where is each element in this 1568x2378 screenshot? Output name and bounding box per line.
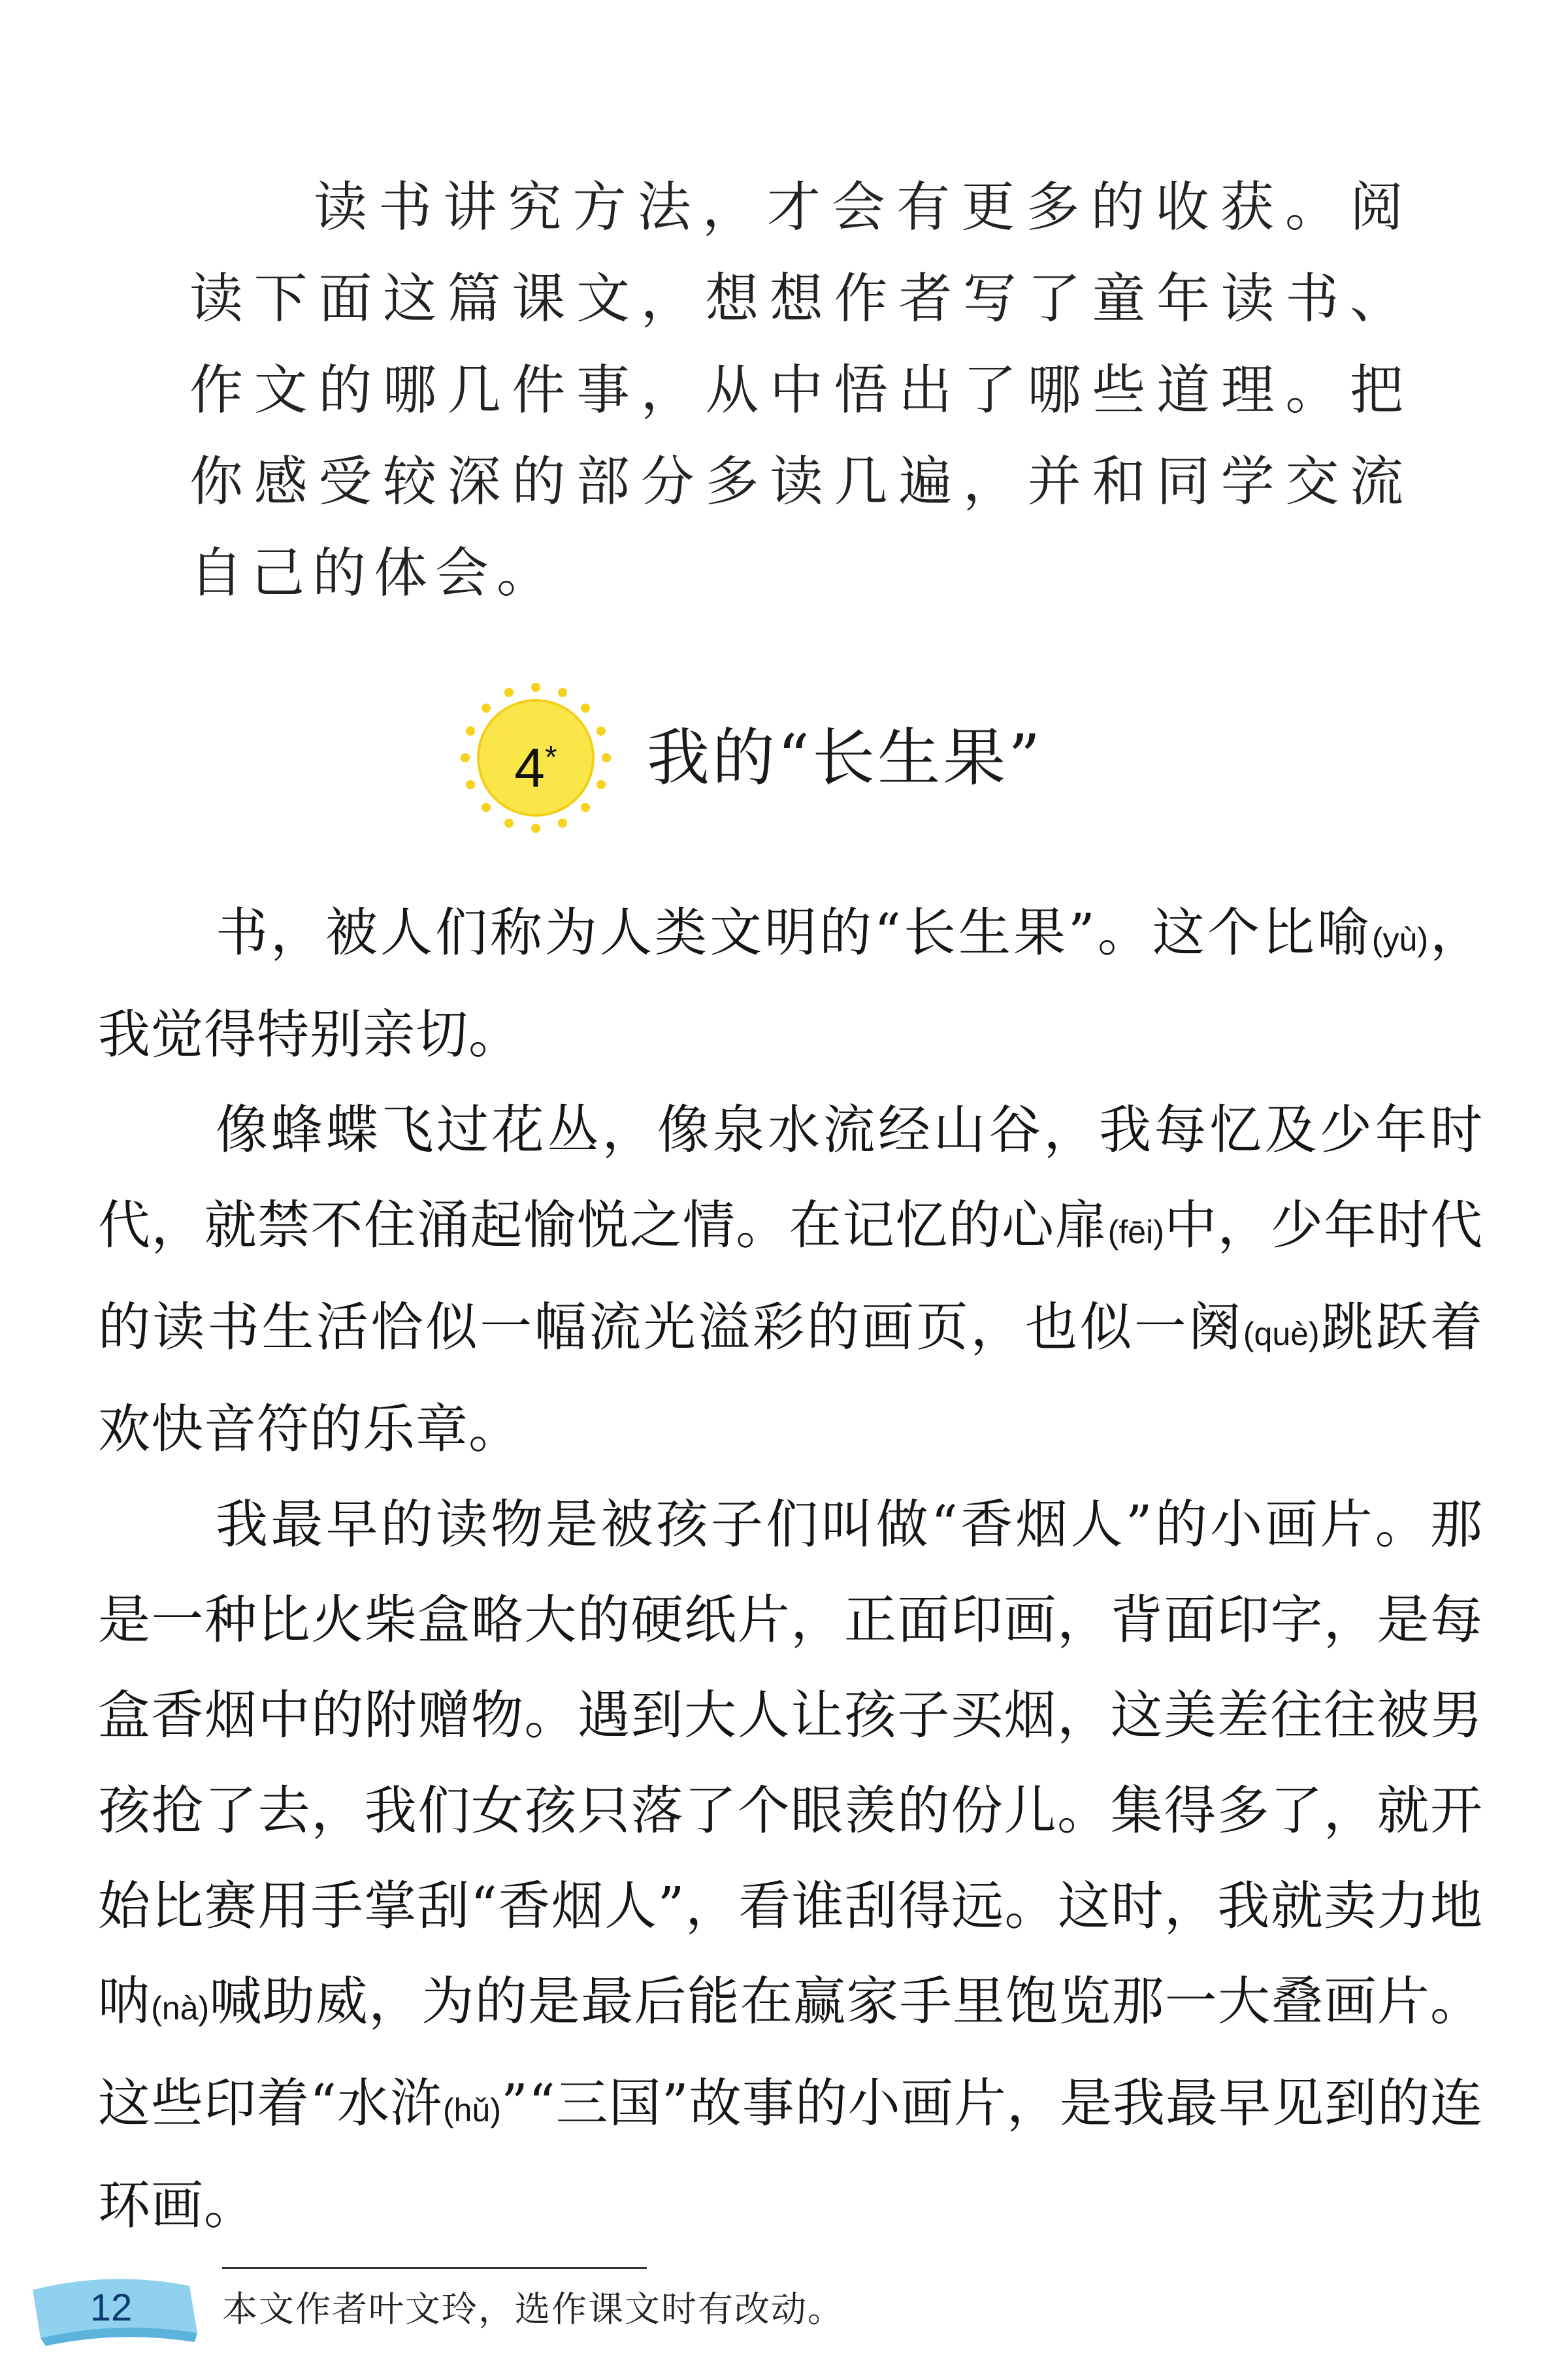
optional-lesson-marker: * (545, 740, 557, 775)
guide-paragraph: 读书讲究方法，才会有更多的收获。阅读下面这篇课文，想想作者写了童年读书、作文的哪几件事，从中悟出了哪些道理。把你感受较深的部分多读几遍，并和同学交流自己的体会。 (189, 176, 1411, 604)
lesson-heading (457, 673, 1307, 843)
lesson-body (98, 885, 1483, 2253)
pinyin-annotation: (què) (1243, 1316, 1320, 1352)
footnote: 本文作者叶文玲，选作课文时有改动。 (222, 2288, 844, 2330)
page-number: 12 (90, 2287, 133, 2329)
body-paragraph-1: 书，被人们称为人类文明的“长生果”。这个比喻(yù)，我觉得特别亲切。 (98, 902, 1484, 1065)
lesson-number: 4* (514, 737, 557, 798)
pinyin-annotation: (fēi) (1107, 1214, 1164, 1250)
footnote-divider (222, 2267, 647, 2269)
pinyin-annotation: (yù) (1371, 921, 1428, 958)
lesson-title: 我的“长生果” (647, 721, 1043, 794)
pre-reading-guide (189, 162, 1411, 619)
pinyin-annotation: (hǔ) (443, 2092, 501, 2128)
body-paragraph-2: 像蜂蝶飞过花丛，像泉水流经山谷，我每忆及少年时代，就禁不住涌起愉悦之情。在记忆的心扉(fēi)中，少年时代的读书生活恰似一幅流光溢彩的画页，也似一阕(què)跳跃着欢快音符的乐章。 (98, 1099, 1484, 1459)
lesson-number-sun-badge (457, 679, 614, 836)
body-paragraph-3: 我最早的读物是被孩子们叫做“香烟人”的小画片。那是一种比火柴盒略大的硬纸片，正面印画，背面印字，是每盒香烟中的附赠物。遇到大人让孩子买烟，这美差往往被男孩抢了去，我们女孩只落了个眼羡的份儿。集得多了，就开始比赛用手掌刮“香烟人”，看谁刮得远。这时，我就卖力地呐(nà)喊助威，为的是最后能在赢家手里饱览那一大叠画片。这些印着“水浒(hǔ)”“三国”故事的小画片，是我最早见到的连环画。 (98, 1494, 1484, 2236)
pinyin-annotation: (nà) (151, 1990, 210, 2027)
page-number-badge (26, 2270, 203, 2349)
